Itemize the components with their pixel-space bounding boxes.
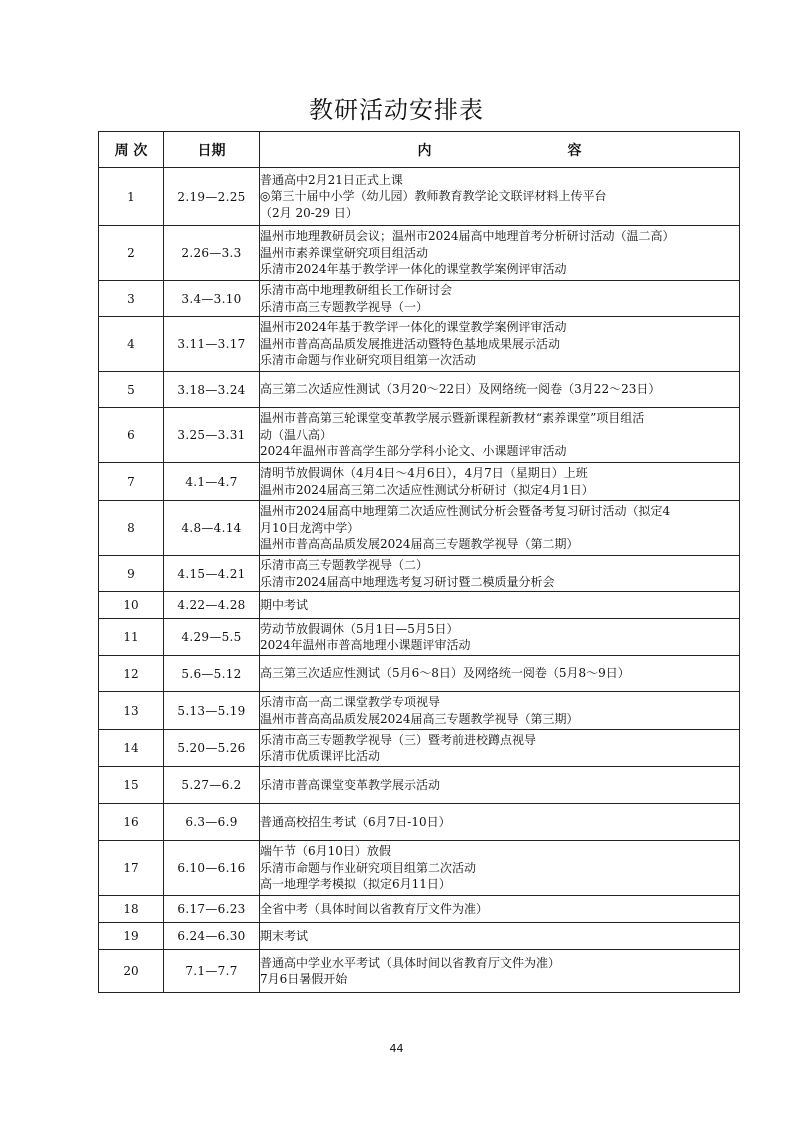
- content-line: 普通高校招生考试（6月7日-10日）: [260, 814, 451, 829]
- header-content-char-2: 容: [567, 142, 582, 159]
- table-row: [99, 804, 740, 841]
- content-line: 乐清市2024年基于教学评一体化的课堂教学案例评审活动: [260, 262, 567, 277]
- content-cell: [260, 841, 740, 896]
- table-row: [99, 656, 740, 692]
- dates-cell: 7.1—7.7: [164, 950, 260, 993]
- header-week: 周 次: [99, 132, 164, 168]
- content-cell: [260, 767, 740, 804]
- content-cell: [260, 408, 740, 463]
- table-row: [99, 767, 740, 804]
- table-row: [99, 950, 740, 993]
- content-line: （2月 20-29 日）: [260, 205, 358, 220]
- content-cell: [260, 950, 740, 993]
- week-cell: 7: [99, 463, 164, 501]
- content-cell: [260, 656, 740, 692]
- table-row: [99, 841, 740, 896]
- content-line: 乐清市命题与作业研究项目组第一次活动: [260, 353, 477, 368]
- content-line: 温州市普高高品质发展推进活动暨特色基地成果展示活动: [260, 336, 561, 351]
- content-line: 普通高中学业水平考试（具体时间以省教育厅文件为准）: [260, 955, 561, 970]
- content-line: 乐清市高中地理教研组长工作研讨会: [260, 283, 453, 297]
- content-cell: [260, 226, 740, 281]
- content-line: 动（温八高）: [260, 427, 333, 442]
- week-cell: 8: [99, 501, 164, 556]
- content-line: 月10日龙湾中学）: [260, 520, 360, 535]
- document-title: 教研活动安排表: [309, 96, 484, 124]
- content-line: 温州市普高第三轮课堂变革教学展示暨新课程新教材“素养课堂”项目组活: [260, 411, 645, 426]
- schedule-table: [98, 131, 740, 993]
- content-cell: [260, 896, 740, 923]
- table-row: [99, 317, 740, 372]
- table-row: [99, 730, 740, 767]
- content-cell: [260, 317, 740, 372]
- content-cell: [260, 692, 740, 730]
- table-row: [99, 592, 740, 619]
- week-cell: 11: [99, 619, 164, 656]
- table-row: [99, 501, 740, 556]
- content-cell: [260, 619, 740, 656]
- content-cell: [260, 804, 740, 841]
- week-cell: 1: [99, 168, 164, 226]
- table-row: [99, 896, 740, 923]
- content-line: 2024年温州市普高地理小课题评审活动: [260, 638, 471, 652]
- header-dates: 日期: [164, 132, 260, 168]
- dates-cell: 5.27—6.2: [164, 767, 260, 804]
- week-cell: 20: [99, 950, 164, 993]
- week-cell: 17: [99, 841, 164, 896]
- content-cell: [260, 923, 740, 950]
- content-line: 乐清市命题与作业研究项目组第二次活动: [260, 860, 477, 875]
- table-header-row: [99, 132, 740, 168]
- week-cell: 18: [99, 896, 164, 923]
- table-row: [99, 556, 740, 592]
- dates-cell: 4.29—5.5: [164, 619, 260, 656]
- week-cell: 15: [99, 767, 164, 804]
- content-line: 2024年温州市普高学生部分学科小论文、小课题评审活动: [260, 444, 567, 459]
- week-cell: 9: [99, 556, 164, 592]
- content-line: 温州市2024届高中地理第二次适应性测试分析会暨备考复习研讨活动（拟定4: [260, 504, 671, 519]
- content-cell: [260, 281, 740, 317]
- content-line: ◎第三十届中小学（幼儿园）教师教育教学论文联评材料上传平台: [260, 189, 607, 204]
- week-cell: 13: [99, 692, 164, 730]
- content-line: 乐清市2024届高中地理选考复习研讨暨二模质量分析会: [260, 574, 555, 589]
- content-line: 7月6日暑假开始: [260, 972, 348, 986]
- dates-cell: 3.25—3.31: [164, 408, 260, 463]
- week-cell: 19: [99, 923, 164, 950]
- table-row: [99, 692, 740, 730]
- content-cell: [260, 556, 740, 592]
- dates-cell: 5.20—5.26: [164, 730, 260, 767]
- dates-cell: 4.22—4.28: [164, 592, 260, 619]
- content-line: 劳动节放假调休（5月1日—5月5日）: [260, 621, 459, 636]
- content-cell: [260, 372, 740, 408]
- week-cell: 6: [99, 408, 164, 463]
- content-cell: [260, 168, 740, 226]
- week-cell: 14: [99, 730, 164, 767]
- table-row: [99, 923, 740, 950]
- dates-cell: 2.19—2.25: [164, 168, 260, 226]
- content-line: 期末考试: [260, 928, 309, 943]
- week-cell: 5: [99, 372, 164, 408]
- content-line: 乐清市高三专题教学视导（三）暨考前进校蹲点视导: [260, 732, 537, 747]
- week-cell: 12: [99, 656, 164, 692]
- week-cell: 2: [99, 226, 164, 281]
- week-cell: 4: [99, 317, 164, 372]
- content-line: 温州市普高高品质发展2024届高三专题教学视导（第二期）: [260, 537, 579, 552]
- content-line: 清明节放假调休（4月4日～4月6日），4月7日（星期日）上班: [260, 466, 588, 480]
- dates-cell: 5.13—5.19: [164, 692, 260, 730]
- dates-cell: 5.6—5.12: [164, 656, 260, 692]
- page-number: 44: [389, 1042, 404, 1055]
- dates-cell: 2.26—3.3: [164, 226, 260, 281]
- content-line: 温州市2024年基于教学评一体化的课堂教学案例评审活动: [260, 320, 567, 335]
- content-line: 乐清市普高课堂变革教学展示活动: [260, 777, 441, 792]
- content-line: 普通高中2月21日正式上课: [260, 172, 403, 187]
- table-row: [99, 619, 740, 656]
- table-row: [99, 281, 740, 317]
- table-row: [99, 226, 740, 281]
- dates-cell: 3.18—3.24: [164, 372, 260, 408]
- table-row: [99, 408, 740, 463]
- table-row: [99, 463, 740, 501]
- content-line: 期中考试: [260, 597, 309, 612]
- dates-cell: 3.11—3.17: [164, 317, 260, 372]
- content-cell: [260, 592, 740, 619]
- content-line: 乐清市优质课评比活动: [260, 749, 381, 763]
- dates-cell: 4.15—4.21: [164, 556, 260, 592]
- content-line: 温州市地理教研员会议；温州市2024届高中地理首考分析研讨活动（温二高）: [260, 229, 675, 244]
- dates-cell: 3.4—3.10: [164, 281, 260, 317]
- dates-cell: 6.24—6.30: [164, 923, 260, 950]
- content-line: 乐清市高三专题教学视导（二）: [260, 558, 429, 572]
- content-line: 温州市2024届高三第二次适应性测试分析研讨（拟定4月1日）: [260, 482, 594, 497]
- header-content: [260, 132, 740, 168]
- content-line: 高一地理学考模拟（拟定6月11日）: [260, 877, 451, 892]
- table-row: [99, 372, 740, 408]
- content-cell: [260, 501, 740, 556]
- content-line: 乐清市高三专题教学视导（一）: [260, 299, 429, 314]
- content-line: 端午节（6月10日）放假: [260, 844, 391, 859]
- dates-cell: 6.17—6.23: [164, 896, 260, 923]
- table-row: [99, 168, 740, 226]
- content-line: 乐清市高一高二课堂教学专项视导: [260, 695, 441, 709]
- content-line: 温州市普高高品质发展2024届高三专题教学视导（第三期）: [260, 711, 579, 726]
- content-line: 高三第三次适应性测试（5月6～8日）及网络统一阅卷（5月8～9日）: [260, 666, 630, 681]
- content-line: 温州市素养课堂研究项目组活动: [260, 245, 429, 260]
- week-cell: 10: [99, 592, 164, 619]
- content-line: 全省中考（具体时间以省教育厅文件为准）: [260, 901, 489, 916]
- week-cell: 3: [99, 281, 164, 317]
- content-line: 高三第二次适应性测试（3月20～22日）及网络统一阅卷（3月22～23日）: [260, 382, 661, 397]
- dates-cell: 4.8—4.14: [164, 501, 260, 556]
- dates-cell: 6.3—6.9: [164, 804, 260, 841]
- dates-cell: 6.10—6.16: [164, 841, 260, 896]
- week-cell: 16: [99, 804, 164, 841]
- content-cell: [260, 730, 740, 767]
- dates-cell: 4.1—4.7: [164, 463, 260, 501]
- content-cell: [260, 463, 740, 501]
- header-content-char-1: 内: [417, 142, 432, 159]
